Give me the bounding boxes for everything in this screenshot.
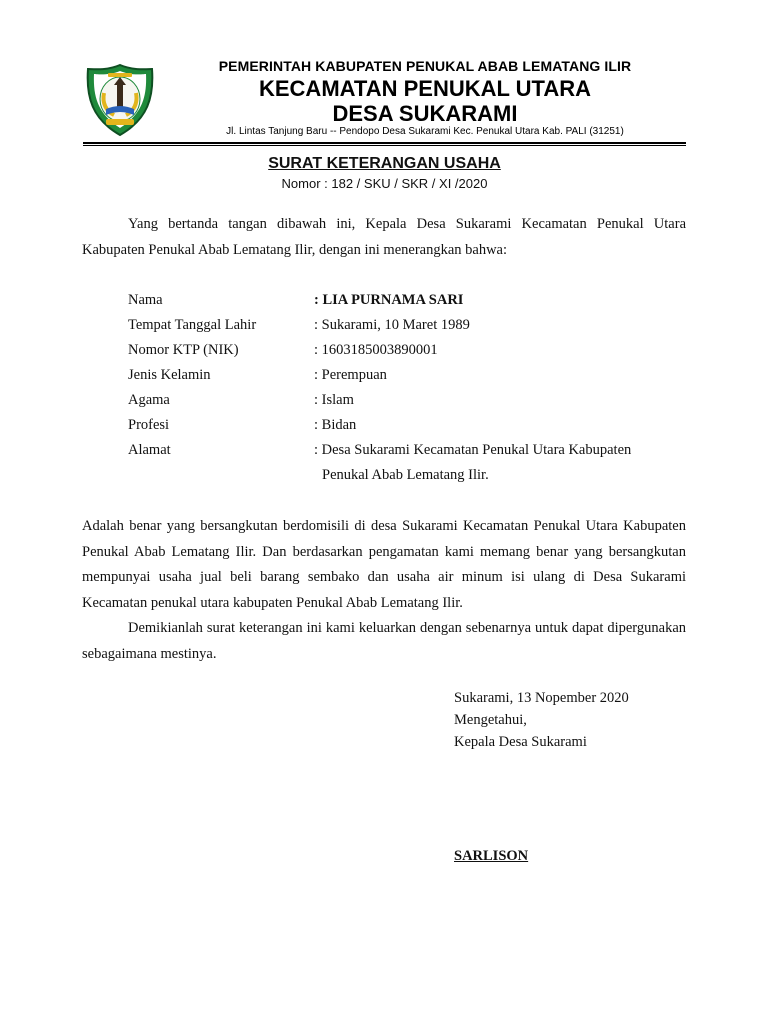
regency-emblem-icon (84, 63, 156, 137)
field-label: Nama (128, 292, 163, 308)
field-value: : Desa Sukarami Kecamatan Penukal Utara Kabupaten (314, 442, 632, 458)
field-value: : Perempuan (314, 367, 387, 383)
field-label: Nomor KTP (NIK) (128, 342, 239, 358)
field-label: Tempat Tanggal Lahir (128, 317, 257, 333)
letter-title: SURAT KETERANGAN USAHA (268, 155, 501, 172)
field-row-religion (128, 388, 688, 413)
body-paragraph: Adalah benar yang bersangkutan berdomisili di desa Sukarami Kecamatan Penukal Utara Kabupaten Penukal Abab Lematang Ilir. Dan berdasarkan pengamatan kami memang benar yang bersangkutan mempunyai usaha jual beli barang sembako dan usaha air minum isi ulang di Desa Sukarami Kecamatan penukal utara kabupaten Penukal Abab Lematang Ilir. (82, 518, 686, 611)
closing-paragraph: Demikianlah surat keterangan ini kami keluarkan dengan sebenarnya untuk dapat dipergunakan sebagaimana mestinya. (82, 620, 686, 662)
intro-paragraph: Yang bertanda tangan dibawah ini, Kepala Desa Sukarami Kecamatan Penukal Utara Kabupaten Penukal Abab Lematang Ilir, dengan ini menerangkan bahwa: (82, 216, 686, 258)
signature-position: Kepala Desa Sukarami (454, 734, 587, 750)
field-value-continued: Penukal Abab Lematang Ilir. (322, 467, 489, 483)
field-value: : 1603185003890001 (314, 342, 438, 358)
field-row-profession (128, 413, 688, 438)
field-row-address (128, 438, 688, 488)
field-value: : Sukarami, 10 Maret 1989 (314, 317, 470, 333)
signature-place-date: Sukarami, 13 Nopember 2020 (454, 690, 629, 706)
letterhead-government: PEMERINTAH KABUPATEN PENUKAL ABAB LEMATANG ILIR (218, 58, 632, 74)
letterhead-village: DESA SUKARAMI (332, 101, 518, 126)
field-label: Alamat (128, 442, 171, 458)
field-value: : Bidan (314, 417, 357, 433)
field-row-birth (128, 313, 688, 338)
field-value: : Islam (314, 392, 354, 408)
signatory-name: SARLISON (454, 848, 529, 864)
letterhead-district: KECAMATAN PENUKAL UTARA (258, 76, 592, 101)
letterhead-address: Jl. Lintas Tanjung Baru -- Pendopo Desa Sukarami Kec. Penukal Utara Kab. PALI (31251) (226, 126, 624, 137)
field-label: Agama (128, 392, 170, 408)
identity-fields (128, 288, 688, 488)
letterhead-divider (83, 142, 686, 144)
field-row-nik (128, 338, 688, 363)
letter-number: Nomor : 182 / SKU / SKR / XI /2020 (281, 176, 488, 191)
letterhead-divider-thin (83, 145, 686, 146)
signature-acknowledged: Mengetahui, (454, 712, 527, 728)
field-row-name (128, 288, 688, 313)
field-label: Profesi (128, 417, 170, 433)
field-label: Jenis Kelamin (128, 367, 211, 383)
field-value: : LIA PURNAMA SARI (314, 292, 464, 308)
field-row-gender (128, 363, 688, 388)
